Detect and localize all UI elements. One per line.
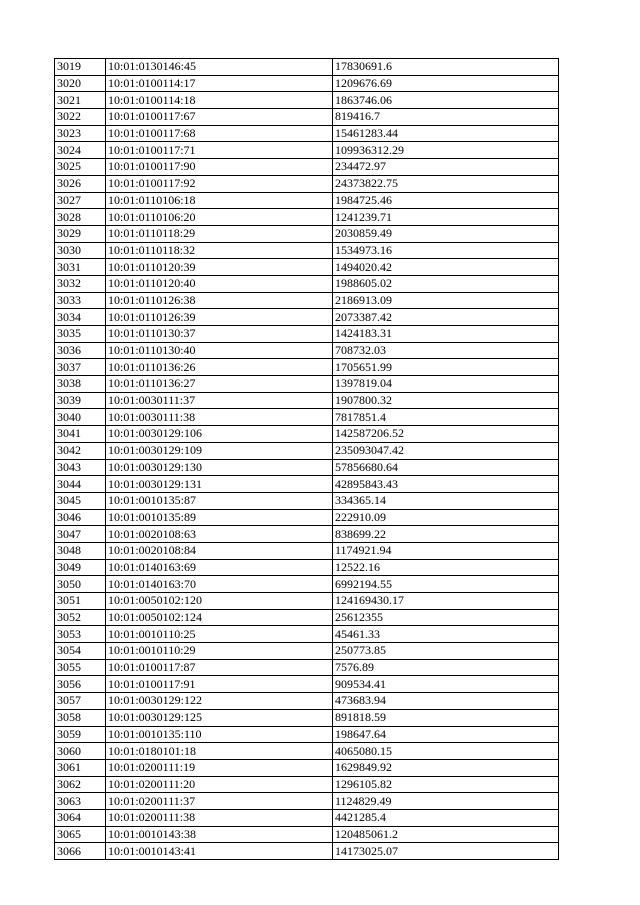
cadastral-number-cell: 10:01:0110120:40 <box>106 275 333 292</box>
value-cell: 235093047.42 <box>333 442 559 459</box>
value-cell: 1397819.04 <box>333 376 559 393</box>
value-cell: 12522.16 <box>333 559 559 576</box>
cadastral-number-cell: 10:01:0010135:87 <box>106 492 333 509</box>
cadastral-number-cell: 10:01:0100117:92 <box>106 175 333 192</box>
value-cell: 819416.7 <box>333 109 559 126</box>
value-cell: 250773.85 <box>333 643 559 660</box>
cadastral-number-cell: 10:01:0110136:27 <box>106 376 333 393</box>
row-number-cell: 3047 <box>55 526 106 543</box>
row-number-cell: 3035 <box>55 326 106 343</box>
table-row <box>55 476 559 493</box>
value-cell: 2073387.42 <box>333 309 559 326</box>
table-row <box>55 192 559 209</box>
row-number-cell: 3048 <box>55 542 106 559</box>
cadastral-number-cell: 10:01:0100117:87 <box>106 659 333 676</box>
cadastral-number-cell: 10:01:0110136:26 <box>106 359 333 376</box>
row-number-cell: 3042 <box>55 442 106 459</box>
table-row <box>55 409 559 426</box>
table-row <box>55 225 559 242</box>
cadastral-number-cell: 10:01:0110126:39 <box>106 309 333 326</box>
value-cell: 334365.14 <box>333 492 559 509</box>
value-cell: 25612355 <box>333 609 559 626</box>
cadastral-number-cell: 10:01:0030129:106 <box>106 426 333 443</box>
table-row <box>55 275 559 292</box>
table-row <box>55 776 559 793</box>
value-cell: 708732.03 <box>333 342 559 359</box>
cadastral-number-cell: 10:01:0110106:20 <box>106 209 333 226</box>
table-row <box>55 759 559 776</box>
value-cell: 1988605.02 <box>333 275 559 292</box>
table-row <box>55 576 559 593</box>
table-row <box>55 526 559 543</box>
row-number-cell: 3041 <box>55 426 106 443</box>
value-cell: 891818.59 <box>333 709 559 726</box>
value-cell: 1124829.49 <box>333 793 559 810</box>
value-cell: 1705651.99 <box>333 359 559 376</box>
table-row <box>55 109 559 126</box>
cadastral-number-cell: 10:01:0010135:89 <box>106 509 333 526</box>
cadastral-number-cell: 10:01:0030111:38 <box>106 409 333 426</box>
table-row <box>55 843 559 860</box>
table-row <box>55 309 559 326</box>
cadastral-number-cell: 10:01:0110120:39 <box>106 259 333 276</box>
row-number-cell: 3036 <box>55 342 106 359</box>
row-number-cell: 3044 <box>55 476 106 493</box>
cadastral-number-cell: 10:01:0050102:124 <box>106 609 333 626</box>
table-row <box>55 242 559 259</box>
table-row <box>55 726 559 743</box>
row-number-cell: 3050 <box>55 576 106 593</box>
cadastral-number-cell: 10:01:0110130:37 <box>106 326 333 343</box>
table-row <box>55 743 559 760</box>
row-number-cell: 3062 <box>55 776 106 793</box>
value-cell: 120485061.2 <box>333 826 559 843</box>
value-cell: 1907800.32 <box>333 392 559 409</box>
value-cell: 7576.89 <box>333 659 559 676</box>
cadastral-number-cell: 10:01:0180101:18 <box>106 743 333 760</box>
row-number-cell: 3059 <box>55 726 106 743</box>
cadastral-number-cell: 10:01:0100114:18 <box>106 92 333 109</box>
row-number-cell: 3022 <box>55 109 106 126</box>
value-cell: 109936312.29 <box>333 142 559 159</box>
table-row <box>55 676 559 693</box>
value-cell: 198647.64 <box>333 726 559 743</box>
table-row <box>55 376 559 393</box>
value-cell: 1863746.06 <box>333 92 559 109</box>
cadastral-number-cell: 10:01:0110126:38 <box>106 292 333 309</box>
value-cell: 4065080.15 <box>333 743 559 760</box>
cadastral-number-cell: 10:01:0030129:122 <box>106 693 333 710</box>
table-row <box>55 626 559 643</box>
row-number-cell: 3030 <box>55 242 106 259</box>
cadastral-number-cell: 10:01:0100117:67 <box>106 109 333 126</box>
row-number-cell: 3026 <box>55 175 106 192</box>
value-cell: 1984725.46 <box>333 192 559 209</box>
row-number-cell: 3056 <box>55 676 106 693</box>
cadastral-number-cell: 10:01:0200111:38 <box>106 809 333 826</box>
row-number-cell: 3040 <box>55 409 106 426</box>
value-cell: 1241239.71 <box>333 209 559 226</box>
table-row <box>55 59 559 76</box>
cadastral-number-cell: 10:01:0130146:45 <box>106 59 333 76</box>
row-number-cell: 3032 <box>55 275 106 292</box>
value-cell: 24373822.75 <box>333 175 559 192</box>
row-number-cell: 3063 <box>55 793 106 810</box>
row-number-cell: 3060 <box>55 743 106 760</box>
row-number-cell: 3065 <box>55 826 106 843</box>
value-cell: 142587206.52 <box>333 426 559 443</box>
row-number-cell: 3043 <box>55 459 106 476</box>
value-cell: 1209676.69 <box>333 75 559 92</box>
row-number-cell: 3039 <box>55 392 106 409</box>
table-row <box>55 359 559 376</box>
value-cell: 7817851.4 <box>333 409 559 426</box>
table-body <box>55 59 559 860</box>
cadastral-number-cell: 10:01:0010110:29 <box>106 643 333 660</box>
cadastral-number-cell: 10:01:0110130:40 <box>106 342 333 359</box>
cadastral-number-cell: 10:01:0010135:110 <box>106 726 333 743</box>
table-row <box>55 593 559 610</box>
table-row <box>55 826 559 843</box>
value-cell: 4421285.4 <box>333 809 559 826</box>
value-cell: 838699.22 <box>333 526 559 543</box>
row-number-cell: 3046 <box>55 509 106 526</box>
row-number-cell: 3029 <box>55 225 106 242</box>
row-number-cell: 3019 <box>55 59 106 76</box>
value-cell: 2030859.49 <box>333 225 559 242</box>
table-row <box>55 342 559 359</box>
row-number-cell: 3038 <box>55 376 106 393</box>
row-number-cell: 3053 <box>55 626 106 643</box>
table-row <box>55 292 559 309</box>
row-number-cell: 3034 <box>55 309 106 326</box>
cadastral-number-cell: 10:01:0140163:69 <box>106 559 333 576</box>
value-cell: 1296105.82 <box>333 776 559 793</box>
row-number-cell: 3055 <box>55 659 106 676</box>
cadastral-number-cell: 10:01:0100117:91 <box>106 676 333 693</box>
cadastral-number-cell: 10:01:0200111:20 <box>106 776 333 793</box>
table-row <box>55 326 559 343</box>
value-cell: 1494020.42 <box>333 259 559 276</box>
value-cell: 1174921.94 <box>333 542 559 559</box>
row-number-cell: 3027 <box>55 192 106 209</box>
row-number-cell: 3037 <box>55 359 106 376</box>
cadastral-number-cell: 10:01:0200111:37 <box>106 793 333 810</box>
value-cell: 124169430.17 <box>333 593 559 610</box>
row-number-cell: 3051 <box>55 593 106 610</box>
table-row <box>55 643 559 660</box>
value-cell: 42895843.43 <box>333 476 559 493</box>
value-cell: 1534973.16 <box>333 242 559 259</box>
row-number-cell: 3033 <box>55 292 106 309</box>
value-cell: 6992194.55 <box>333 576 559 593</box>
value-cell: 14173025.07 <box>333 843 559 860</box>
row-number-cell: 3021 <box>55 92 106 109</box>
cadastral-number-cell: 10:01:0030129:125 <box>106 709 333 726</box>
row-number-cell: 3066 <box>55 843 106 860</box>
value-cell: 45461.33 <box>333 626 559 643</box>
cadastral-number-cell: 10:01:0100117:68 <box>106 125 333 142</box>
table-row <box>55 609 559 626</box>
row-number-cell: 3024 <box>55 142 106 159</box>
table-row <box>55 442 559 459</box>
cadastral-number-cell: 10:01:0010143:38 <box>106 826 333 843</box>
row-number-cell: 3025 <box>55 159 106 176</box>
row-number-cell: 3031 <box>55 259 106 276</box>
table-row <box>55 793 559 810</box>
row-number-cell: 3045 <box>55 492 106 509</box>
value-cell: 15461283.44 <box>333 125 559 142</box>
cadastral-number-cell: 10:01:0100117:71 <box>106 142 333 159</box>
cadastral-number-cell: 10:01:0200111:19 <box>106 759 333 776</box>
cadastral-number-cell: 10:01:0110106:18 <box>106 192 333 209</box>
table-row <box>55 159 559 176</box>
value-cell: 57856680.64 <box>333 459 559 476</box>
row-number-cell: 3049 <box>55 559 106 576</box>
table-row <box>55 92 559 109</box>
cadastral-number-cell: 10:01:0050102:120 <box>106 593 333 610</box>
table-row <box>55 209 559 226</box>
row-number-cell: 3061 <box>55 759 106 776</box>
table-row <box>55 492 559 509</box>
row-number-cell: 3058 <box>55 709 106 726</box>
value-cell: 1424183.31 <box>333 326 559 343</box>
cadastral-number-cell: 10:01:0110118:29 <box>106 225 333 242</box>
cadastral-number-cell: 10:01:0020108:63 <box>106 526 333 543</box>
value-cell: 1629849.92 <box>333 759 559 776</box>
table-row <box>55 175 559 192</box>
table-row <box>55 259 559 276</box>
table-row <box>55 392 559 409</box>
value-cell: 473683.94 <box>333 693 559 710</box>
row-number-cell: 3020 <box>55 75 106 92</box>
table-row <box>55 559 559 576</box>
table-row <box>55 693 559 710</box>
table-row <box>55 459 559 476</box>
cadastral-number-cell: 10:01:0110118:32 <box>106 242 333 259</box>
row-number-cell: 3064 <box>55 809 106 826</box>
table-row <box>55 542 559 559</box>
cadastral-number-cell: 10:01:0010110:25 <box>106 626 333 643</box>
table-row <box>55 125 559 142</box>
row-number-cell: 3054 <box>55 643 106 660</box>
table-row <box>55 809 559 826</box>
row-number-cell: 3057 <box>55 693 106 710</box>
table-row <box>55 75 559 92</box>
value-cell: 17830691.6 <box>333 59 559 76</box>
row-number-cell: 3028 <box>55 209 106 226</box>
cadastral-number-cell: 10:01:0100117:90 <box>106 159 333 176</box>
table-row <box>55 142 559 159</box>
cadastral-number-cell: 10:01:0030129:131 <box>106 476 333 493</box>
cadastral-number-cell: 10:01:0010143:41 <box>106 843 333 860</box>
table-row <box>55 426 559 443</box>
value-cell: 909534.41 <box>333 676 559 693</box>
value-cell: 222910.09 <box>333 509 559 526</box>
cadastral-number-cell: 10:01:0020108:84 <box>106 542 333 559</box>
row-number-cell: 3023 <box>55 125 106 142</box>
cadastral-number-cell: 10:01:0140163:70 <box>106 576 333 593</box>
cadastral-number-cell: 10:01:0030129:109 <box>106 442 333 459</box>
table-row <box>55 509 559 526</box>
value-cell: 234472.97 <box>333 159 559 176</box>
cadastral-number-cell: 10:01:0100114:17 <box>106 75 333 92</box>
cadastral-number-cell: 10:01:0030111:37 <box>106 392 333 409</box>
cadastral-number-cell: 10:01:0030129:130 <box>106 459 333 476</box>
value-cell: 2186913.09 <box>333 292 559 309</box>
table-row <box>55 709 559 726</box>
row-number-cell: 3052 <box>55 609 106 626</box>
table-row <box>55 659 559 676</box>
data-table <box>54 58 559 860</box>
